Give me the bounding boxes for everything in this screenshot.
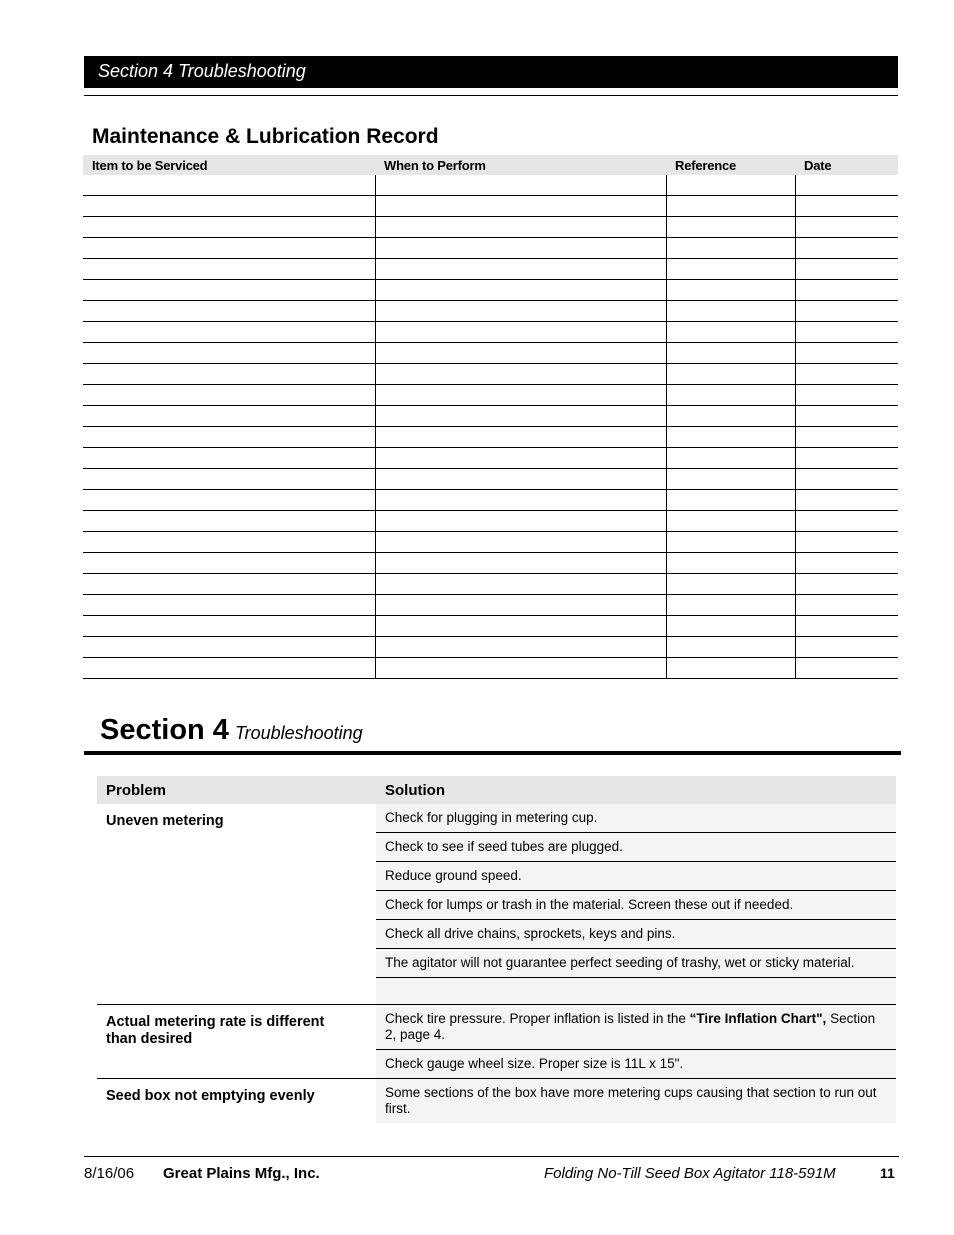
problem-cell: Uneven metering: [106, 813, 224, 829]
blank-cell: [795, 343, 898, 364]
blank-cell: [666, 448, 795, 469]
blank-cell: [666, 490, 795, 511]
blank-cell: [795, 490, 898, 511]
blank-cell: [83, 553, 375, 574]
blank-cell: [375, 217, 666, 238]
blank-cell: [795, 637, 898, 658]
blank-cell: [83, 595, 375, 616]
blank-cell: [83, 574, 375, 595]
blank-cell: [375, 637, 666, 658]
blank-cell: [83, 238, 375, 259]
blank-cell: [795, 469, 898, 490]
table-row: [83, 280, 898, 301]
blank-cell: [666, 637, 795, 658]
blank-cell: [795, 259, 898, 280]
table-row: [83, 616, 898, 637]
footer-document-title: Folding No-Till Seed Box Agitator 118-591M: [544, 1165, 836, 1182]
column-header-problem: Problem: [97, 776, 376, 804]
table-row: [83, 490, 898, 511]
blank-cell: [83, 637, 375, 658]
blank-cell: [666, 238, 795, 259]
solution-cell: Check all drive chains, sprockets, keys and pins.: [376, 920, 896, 949]
maintenance-record-body: [83, 175, 898, 679]
blank-cell: [795, 175, 898, 196]
table-row: [83, 196, 898, 217]
blank-cell: [375, 448, 666, 469]
blank-cell: [666, 406, 795, 427]
blank-cell: [83, 658, 375, 679]
blank-cell: [375, 343, 666, 364]
blank-cell: [795, 280, 898, 301]
blank-cell: [795, 448, 898, 469]
solution-cell: Some sections of the box have more metering cups causing that section to run out first.: [376, 1079, 896, 1124]
blank-cell: [375, 322, 666, 343]
blank-cell: [375, 427, 666, 448]
table-row: [83, 175, 898, 196]
blank-cell: [795, 574, 898, 595]
blank-cell: [83, 196, 375, 217]
blank-cell: [795, 532, 898, 553]
blank-cell: [666, 532, 795, 553]
blank-cell: [666, 301, 795, 322]
blank-cell: [666, 364, 795, 385]
blank-cell: [666, 511, 795, 532]
table-row: [97, 1005, 896, 1050]
solution-cell: [376, 978, 896, 1005]
problem-cell: Seed box not emptying evenly: [97, 1079, 376, 1124]
blank-cell: [83, 406, 375, 427]
table-row: [83, 322, 898, 343]
blank-cell: [375, 406, 666, 427]
solution-text: Section 2, page 4.: [385, 1011, 876, 1042]
blank-cell: [795, 364, 898, 385]
blank-cell: [795, 301, 898, 322]
header-rule: [84, 95, 898, 96]
blank-cell: [375, 658, 666, 679]
blank-cell: [666, 217, 795, 238]
blank-cell: [375, 364, 666, 385]
blank-cell: [795, 385, 898, 406]
troubleshooting-table: [97, 776, 896, 1123]
blank-cell: [375, 574, 666, 595]
page-number: 11: [880, 1165, 895, 1181]
maintenance-record-table: [83, 155, 898, 679]
blank-cell: [666, 553, 795, 574]
blank-cell: [83, 343, 375, 364]
blank-cell: [83, 259, 375, 280]
blank-cell: [795, 217, 898, 238]
troubleshooting-header-row: [97, 776, 896, 804]
footer-date: 8/16/06: [84, 1165, 135, 1182]
blank-cell: [666, 658, 795, 679]
solution-cell: Check to see if seed tubes are plugged.: [376, 833, 896, 862]
problem-cell: Actual metering rate is different than desired: [97, 1005, 376, 1079]
blank-cell: [666, 259, 795, 280]
blank-cell: [666, 427, 795, 448]
footer-rule: [84, 1156, 899, 1157]
blank-cell: [795, 322, 898, 343]
blank-cell: [83, 448, 375, 469]
table-row: [83, 385, 898, 406]
section-title: [100, 714, 363, 747]
blank-cell: [83, 511, 375, 532]
blank-cell: [666, 196, 795, 217]
section-rule: [84, 751, 901, 755]
troubleshooting-body: [97, 804, 896, 1123]
blank-cell: [375, 532, 666, 553]
blank-cell: [666, 322, 795, 343]
solution-bold-reference: “Tire Inflation Chart",: [689, 1011, 827, 1026]
blank-cell: [666, 574, 795, 595]
table-row: [83, 469, 898, 490]
blank-cell: [795, 511, 898, 532]
blank-cell: [83, 301, 375, 322]
table-row: [83, 406, 898, 427]
blank-cell: [83, 217, 375, 238]
table-row: [83, 553, 898, 574]
table-row: [83, 574, 898, 595]
blank-cell: [666, 175, 795, 196]
table-row: [97, 804, 896, 833]
blank-cell: [666, 469, 795, 490]
blank-cell: [375, 469, 666, 490]
table-row: [83, 448, 898, 469]
blank-cell: [375, 196, 666, 217]
section-header-label: Section 4 Troubleshooting: [98, 61, 306, 81]
table-row: [83, 259, 898, 280]
blank-cell: [83, 364, 375, 385]
column-header-reference: Reference: [666, 155, 795, 175]
blank-cell: [83, 322, 375, 343]
table-row: [83, 301, 898, 322]
table-row: [83, 511, 898, 532]
blank-cell: [83, 469, 375, 490]
footer-company: Great Plains Mfg., Inc.: [163, 1165, 320, 1182]
column-header-when: When to Perform: [375, 155, 666, 175]
solution-cell: Check for lumps or trash in the material. Screen these out if needed.: [376, 891, 896, 920]
blank-cell: [375, 511, 666, 532]
blank-cell: [375, 385, 666, 406]
solution-cell: Reduce ground speed.: [376, 862, 896, 891]
blank-cell: [666, 343, 795, 364]
table-row: [83, 637, 898, 658]
section-name: Troubleshooting: [234, 723, 363, 743]
maintenance-header-row: [83, 155, 898, 175]
section-header-bar: [84, 56, 898, 88]
blank-cell: [83, 616, 375, 637]
blank-cell: [83, 385, 375, 406]
blank-cell: [375, 259, 666, 280]
blank-cell: [375, 280, 666, 301]
blank-cell: [795, 595, 898, 616]
blank-cell: [795, 553, 898, 574]
blank-cell: [666, 616, 795, 637]
blank-cell: [666, 280, 795, 301]
solution-text: Check tire pressure. Proper inflation is listed in the: [385, 1011, 690, 1026]
blank-cell: [83, 280, 375, 301]
column-header-date: Date: [795, 155, 898, 175]
table-row: [83, 343, 898, 364]
solution-cell: Check gauge wheel size. Proper size is 11L x 15".: [376, 1050, 896, 1079]
maintenance-record-title: Maintenance & Lubrication Record: [92, 125, 439, 148]
table-row: [83, 427, 898, 448]
blank-cell: [375, 175, 666, 196]
blank-cell: [375, 553, 666, 574]
blank-cell: [795, 406, 898, 427]
table-row: [83, 217, 898, 238]
blank-cell: [375, 490, 666, 511]
section-number: Section 4: [100, 714, 229, 746]
table-row: [97, 1079, 896, 1124]
blank-cell: [795, 196, 898, 217]
solution-cell: Check for plugging in metering cup.: [376, 804, 896, 833]
blank-cell: [375, 616, 666, 637]
blank-cell: [795, 238, 898, 259]
column-header-solution: Solution: [376, 776, 896, 804]
blank-cell: [375, 301, 666, 322]
blank-cell: [666, 385, 795, 406]
column-header-item: Item to be Serviced: [83, 155, 375, 175]
solution-cell: [376, 1005, 896, 1050]
blank-cell: [375, 238, 666, 259]
table-row: [83, 532, 898, 553]
blank-cell: [795, 427, 898, 448]
blank-cell: [83, 427, 375, 448]
blank-cell: [375, 595, 666, 616]
blank-cell: [83, 175, 375, 196]
blank-cell: [795, 616, 898, 637]
blank-cell: [666, 595, 795, 616]
table-row: [83, 658, 898, 679]
solution-cell: The agitator will not guarantee perfect seeding of trashy, wet or sticky material.: [376, 949, 896, 978]
blank-cell: [795, 658, 898, 679]
table-row: [83, 595, 898, 616]
blank-cell: [83, 532, 375, 553]
table-row: [83, 364, 898, 385]
table-row: [83, 238, 898, 259]
blank-cell: [83, 490, 375, 511]
